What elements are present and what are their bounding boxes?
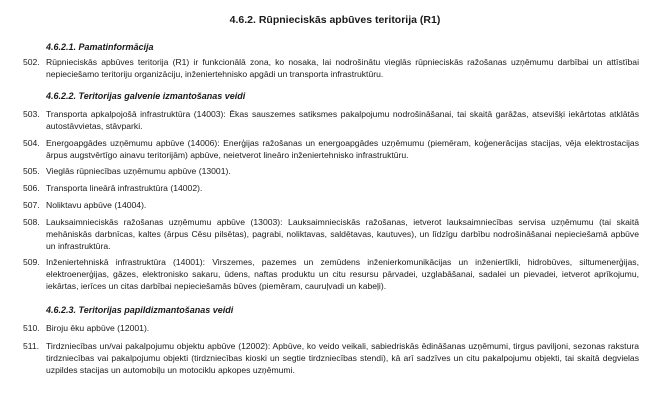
page-title: 4.6.2. Rūpnieciskās apbūves teritorija (R1) [229,14,441,26]
paragraph-503 [23,108,639,132]
paragraph-number: 507. [23,200,40,210]
paragraph-508 [23,216,639,252]
paragraph-text: Transporta apkalpojošā infrastruktūra (14003): Ēkas sauszemes satiksmes pakalpojumu nodrošināšanai, tai skaitā garāžas, atsevišķi iekārtotas atklātās autostāvvietas, stāvparki. [46,109,639,131]
section-heading-papildizmantosanas-veidi: 4.6.2.3. Teritorijas papildizmantošanas veidi [46,305,234,315]
paragraph-number: 502. [23,57,40,67]
paragraph-text: Biroju ēku apbūve (12001). [46,323,150,333]
paragraph-number: 510. [23,323,40,333]
paragraph-number: 508. [23,217,40,227]
paragraph-text: Noliktavu apbūve (14004). [46,200,147,210]
paragraph-504 [23,137,639,161]
paragraph-505 [23,165,639,177]
paragraph-text: Transporta lineārā infrastruktūra (14002). [46,183,203,193]
paragraph-507 [23,199,639,211]
paragraph-510 [23,322,639,334]
paragraph-text: Rūpnieciskās apbūves teritorija (R1) ir funkcionālā zona, ko nosaka, lai nodrošinātu vieglās rūpnieciskās ražošanas uzņēmumu darbībai un attīstībai nepieciešamo teritoriju organizāciju, inženiertehnisko apgādi un transporta infrastruktūru. [46,57,639,79]
section-heading-pamatinformacija: 4.6.2.1. Pamatinformācija [46,42,154,52]
paragraph-number: 509. [23,257,40,267]
paragraph-number: 504. [23,138,40,148]
paragraph-502 [23,56,639,80]
paragraph-509 [23,256,639,292]
paragraph-506 [23,182,639,194]
paragraph-text: Lauksaimnieciskās ražošanas uzņēmumu apbūve (13003): Lauksaimnieciskās ražošanas, ietverot lauksaimniecības servisa uzņēmumu (tai skaitā mehāniskās darbnīcas, kaltes (ārpus Cēsu pilsētas), pagrabi, noliktavas, saldētavas, kautuves), un līdzīgu darbību nodrošināšanai nepieciešamā apbūve un infrastruktūra. [46,217,639,251]
paragraph-text: Energoapgādes uzņēmumu apbūve (14006): Enerģijas ražošanas un energoapgādes uzņēmumu (piemēram, koģenerācijas stacijas, vēja elektrostacijas ārpus augstvērtīgo ainavu teritorijām) apbūve, neietverot lineāro inženiertehnisko infrastruktūru. [46,138,639,160]
paragraph-511 [23,340,639,376]
paragraph-number: 506. [23,183,40,193]
paragraph-text: Tirdzniecības un/vai pakalpojumu objektu apbūve (12002): Apbūve, ko veido veikali, sabiedriskās ēdināšanas uzņēmumi, tirgus paviljoni, sezonas rakstura tirdzniecības vai pakalpojumu objekti (tirdzniecības kioski un segtie tirdzniecības stendi), kā arī sadzīves un citu pakalpojumu objekti, tai skaitā degvielas uzpildes stacijas un automobiļu un motociklu apkopes uzņēmumi. [46,341,639,375]
paragraph-number: 503. [23,109,40,119]
paragraph-text: Vieglās rūpniecības uzņēmumu apbūve (13001). [46,166,231,176]
section-heading-galvenie-izmantosanas-veidi: 4.6.2.2. Teritorijas galvenie izmantošanas veidi [46,91,246,101]
paragraph-number: 511. [23,341,40,351]
paragraph-number: 505. [23,166,40,176]
paragraph-text: Inženiertehniskā infrastruktūra (14001): Virszemes, pazemes un zemūdens inženierkomunikācijas un inženiertīkli, hidrobūves, siltumenerģijas, elektroenerģijas, gāzes, elektronisko sakaru, ūdens, naftas produktu un citu resursu pārvadei, uzglabāšanai, sadalei un pievadei, ietverot aprīkojumu, iekārtas, ierīces un citas darbībai nepieciešamās būves (piemēram, cauruļvadi un kabeļi). [46,257,639,291]
